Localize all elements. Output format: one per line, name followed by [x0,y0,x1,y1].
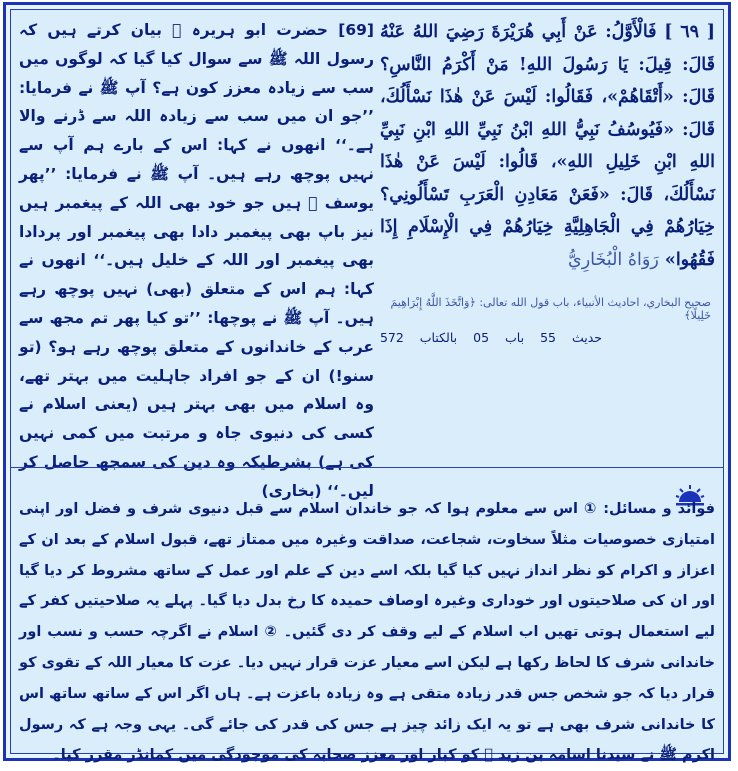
content-panel [10,9,724,764]
section-divider [11,467,723,468]
arabic-text: [ ٦٩ ] فَالْأَوَّلُ: عَنْ أَبِي هُرَيْرَةَ رَضِيَ اللهُ عَنْهُ قَالَ: قِيلَ: يَا رَسُولَ اللهِ! مَنْ أَكْرَمُ النَّاسِ؟ قَالَ: «أَتْقَاهُمْ»، فَقَالُوا: لَيْسَ عَنْ هٰذَا نَسْأَلُكَ، قَالَ: «فَيُوسُفُ نَبِيُّ اللهِ ابْنُ نَبِيِّ اللهِ ابْنِ نَبِيِّ اللهِ ابْنِ خَلِيلِ اللهِ»، قَالُوا: لَيْسَ عَنْ هٰذَا نَسْأَلُكَ، قَالَ: «فَعَنْ مَعَادِنِ الْعَرَبِ تَسْأَلُونِي؟ خِيَارُهُمْ فِي الْجَاهِلِيَّةِ خِيَارُهُمْ فِي الْإِسْلَامِ إِذَا فَقُهُوا» [380,22,716,270]
notes-text: ① اس سے معلوم ہوا کہ جو خاندان اسلام سے قبل دنیوی شرف و فضل اور اپنی امتیازی خصوصیات مثلاً سخاوت، شجاعت، صداقت وغیرہ میں ممتاز تھے، قبول اسلام کے بعد ان کے اعزاز و اکرام کو نظر انداز نہیں کیا گیا بلکہ اسے دین کے علم اور عمل کے ساتھ مشروط کر دیا گیا اور ان کی صلاحیتوں اور خوداری وغیرہ اوصاف حمیدہ کا رخ بدل دیا گیا۔ پہلے یہ صلاحیتیں کفر کے لیے استعمال ہوتی تھیں اب اسلام کے لیے وقف کر دی گئیں۔ ② اسلام نے اگرچہ حسب و نسب اور خاندانی شرف کا لحاظ رکھا ہے لیکن اسے معیار عزت قرار نہیں دیا۔ عزت کا معیار اللہ کے تقوی کو قرار دیا کہ جو شخص جس قدر زیادہ متقی ہے وہ زیادہ باعزت ہے۔ ہاں اگر اس کے ساتھ ساتھ اس کا خاندانی شرف بھی ہے تو یہ ایک زائد چیز ہے جس کی قدر کی جائے گی۔ یہی وجہ ہے کہ رسول اکرم ﷺ نے سیدنا اسامہ بن زید ﷠ کو کبار اور معزز صحابہ کی موجودگی میں کمانڈر مقرر کیا۔ [19,501,715,764]
benefits-and-issues [19,494,715,771]
page-frame [3,2,731,764]
urdu-narrated-by: (بخاری) [261,481,322,500]
notes-heading: فوائد و مسائل: [603,501,715,517]
hadith-number: [69] [338,21,374,39]
hadith-reference: 572 حدیث 55 باب 05 بالکتاب [379,330,602,345]
arabic-hadith [380,16,715,276]
arabic-source: صحيح البخاري، احاديث الأنبياء، باب قول الله تعالى: ﴿وَاتَّخَذَ اللَّهُ إِبْرَاهِيمَ خَلِيلًا﴾ [390,296,711,322]
urdu-text: حضرت ابو ہریرہ ﷛ بیان کرتے ہیں کہ رسول اللہ ﷺ سے سوال کیا گیا کہ لوگوں میں سب سے زیادہ معزز کون ہے؟ آپ ﷺ نے فرمایا: ’’جو ان میں سب سے زیادہ اللہ سے ڈرنے والا ہے۔‘‘ انھوں نے کہا: اس کے بارے ہم آپ سے نہیں پوچھ رہے ہیں۔ آپ ﷺ نے فرمایا: ’’پھر یوسف ﷤ ہیں جو خود بھی اللہ کے پیغمبر ہیں نیز باپ بھی پیغمبر دادا بھی پیغمبر اور پردادا بھی پیغمبر اور اللہ کے خلیل ہیں۔‘‘ انھوں نے کہا: ہم اس کے متعلق (بھی) نہیں پوچھ رہے ہیں۔ آپ ﷺ نے پوچھا: ’’تو کیا پھر تم مجھ سے عرب کے خاندانوں کے متعلق پوچھ رہے ہو؟ (تو سنو!) ان کے جو افراد جاہلیت میں بہتر تھے، وہ اسلام میں بھی بہتر ہیں (یعنی اسلام نے کسی کی دنیوی جاہ و مرتبت میں کمی نہیں کی ہے) بشرطیکہ وہ دین کی سمجھ حاصل کر لیں۔‘‘ [19,21,374,500]
urdu-translation [19,16,374,506]
arabic-narrated-by: رَوَاهُ الْبُخَارِيُّ [568,249,659,270]
